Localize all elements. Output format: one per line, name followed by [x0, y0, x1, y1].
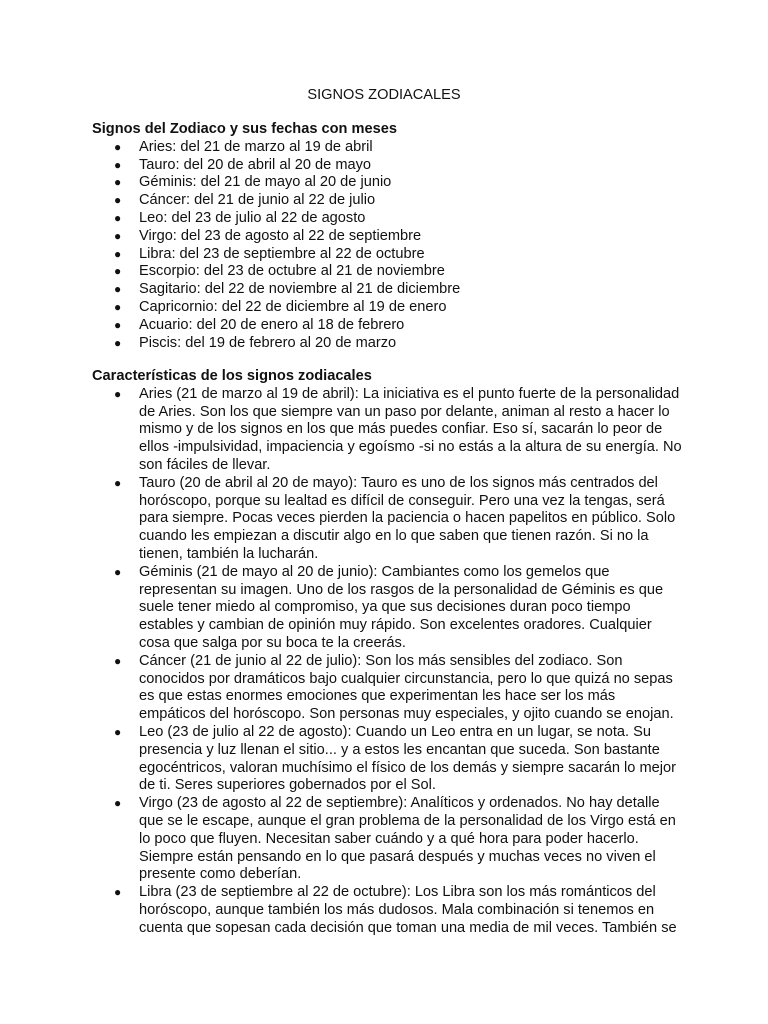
bullet-icon: ●	[114, 653, 122, 668]
bullet-icon: ●	[114, 157, 122, 172]
list-item: ● Tauro (20 de abril al 20 de mayo): Tauro es uno de los signos más centrados del horóscopo, porque su lealtad es difícil de conseguir. Pero una vez la tengas, será para siempre. Pocas veces pierden la paciencia o hacen papelitos en público. Solo cuando les empiezan a discutir algo en lo que saben que tienen razón. Si no la tienen, también la lucharán.	[114, 474, 676, 562]
list-item: ● Tauro: del 20 de abril al 20 de mayo	[114, 156, 372, 173]
section-heading-dates: Signos del Zodiaco y sus fechas con meses	[92, 121, 397, 137]
bullet-icon: ●	[114, 193, 122, 208]
bullet-icon: ●	[114, 796, 122, 811]
section-dates	[92, 121, 682, 352]
bullet-icon: ●	[114, 282, 122, 297]
list-item: ● Leo (23 de julio al 22 de agosto): Cuando un Leo entra en un lugar, se nota. Su presencia y luz llenan el sitio... y a estos les encantan que suceda. Son bastante egocéntricos, valoran muchísimo el físico de los demás y siempre sacarán lo mejor de ti. Seres superiores gobernados por el Sol.	[114, 723, 676, 794]
list-item: ● Escorpio: del 23 de octubre al 21 de noviembre	[114, 263, 445, 280]
list-item: ● Virgo: del 23 de agosto al 22 de septiembre	[114, 227, 422, 244]
list-item: ● Géminis (21 de mayo al 20 de junio): Cambiantes como los gemelos que representan su imagen. Uno de los rasgos de la personalidad de Géminis es que suele tener miedo al compromiso, ya que sus decisiones duran poco tiempo estables y cambian de opinión muy rápido. Son excelentes oradores. Cualquier cosa que salga por su boca te la creerás.	[114, 563, 664, 651]
list-item: ● Libra: del 23 de septiembre al 22 de octubre	[114, 245, 425, 262]
section-traits	[92, 368, 682, 938]
bullet-icon: ●	[114, 564, 122, 579]
list-item: ● Aries: del 21 de marzo al 19 de abril	[114, 138, 373, 155]
bullet-icon: ●	[114, 317, 122, 332]
bullet-icon: ●	[114, 885, 122, 900]
list-item: ● Cáncer: del 21 de junio al 22 de julio	[114, 192, 376, 209]
bullet-icon: ●	[114, 246, 122, 261]
bullet-icon: ●	[114, 475, 122, 490]
list-item: ● Piscis: del 19 de febrero al 20 de marzo	[114, 334, 397, 351]
list-item: ● Cáncer (21 de junio al 22 de julio): Son los más sensibles del zodiaco. Son conocidos por dramáticos bajo cualquier circunstancia, pero lo que quizá no sepas es que estas enormes emociones que experimentan les hace ser los más empáticos del horóscopo. Son personas muy especiales, y ojito cuando se enojan.	[114, 652, 674, 723]
bullet-icon: ●	[114, 228, 122, 243]
bullet-icon: ●	[114, 139, 122, 154]
list-item: ● Virgo (23 de agosto al 22 de septiembre): Analíticos y ordenados. No hay detalle que se le escape, aunque el gran problema de la personalidad de los Virgo está en lo poco que fluyen. Necesitan saber cuándo y a qué hora para poder hacerlo. Siempre están pensando en lo que pasará después y muchas veces no viven el presente como deberían.	[114, 795, 676, 883]
bullet-icon: ●	[114, 210, 122, 225]
document-title: SIGNOS ZODIACALES	[307, 87, 461, 103]
bullet-icon: ●	[114, 335, 122, 350]
bullet-icon: ●	[114, 175, 122, 190]
list-item: ● Leo: del 23 de julio al 22 de agosto	[114, 209, 366, 226]
list-item: ● Géminis: del 21 de mayo al 20 de junio	[114, 174, 392, 191]
traits-list	[92, 386, 682, 938]
list-item: ● Libra (23 de septiembre al 22 de octubre): Los Libra son los más románticos del horóscopo, aunque también los más dudosos. Mala combinación si tenemos en cuenta que sopesan cada decisión que toman una media de mil veces. También se	[114, 884, 677, 936]
bullet-icon: ●	[114, 724, 122, 739]
bullet-icon: ●	[114, 299, 122, 314]
list-item: ● Acuario: del 20 de enero al 18 de febrero	[114, 316, 405, 333]
dates-list	[92, 139, 682, 353]
section-heading-traits: Características de los signos zodiacales	[92, 368, 372, 384]
bullet-icon: ●	[114, 264, 122, 279]
list-item: ● Sagitario: del 22 de noviembre al 21 de diciembre	[114, 281, 461, 298]
list-item: ● Capricornio: del 22 de diciembre al 19 de enero	[114, 298, 447, 315]
bullet-icon: ●	[114, 386, 122, 401]
list-item: ● Aries (21 de marzo al 19 de abril): La iniciativa es el punto fuerte de la personalidad de Aries. Son los que siempre van un paso por delante, animan al resto a hacer lo mismo y de los signos en los que más puedes confiar. Eso sí, sacarán lo peor de ellos -impulsividad, impaciencia y egoísmo -si no estás a la altura de su energía. No son fáciles de llevar.	[114, 385, 682, 473]
